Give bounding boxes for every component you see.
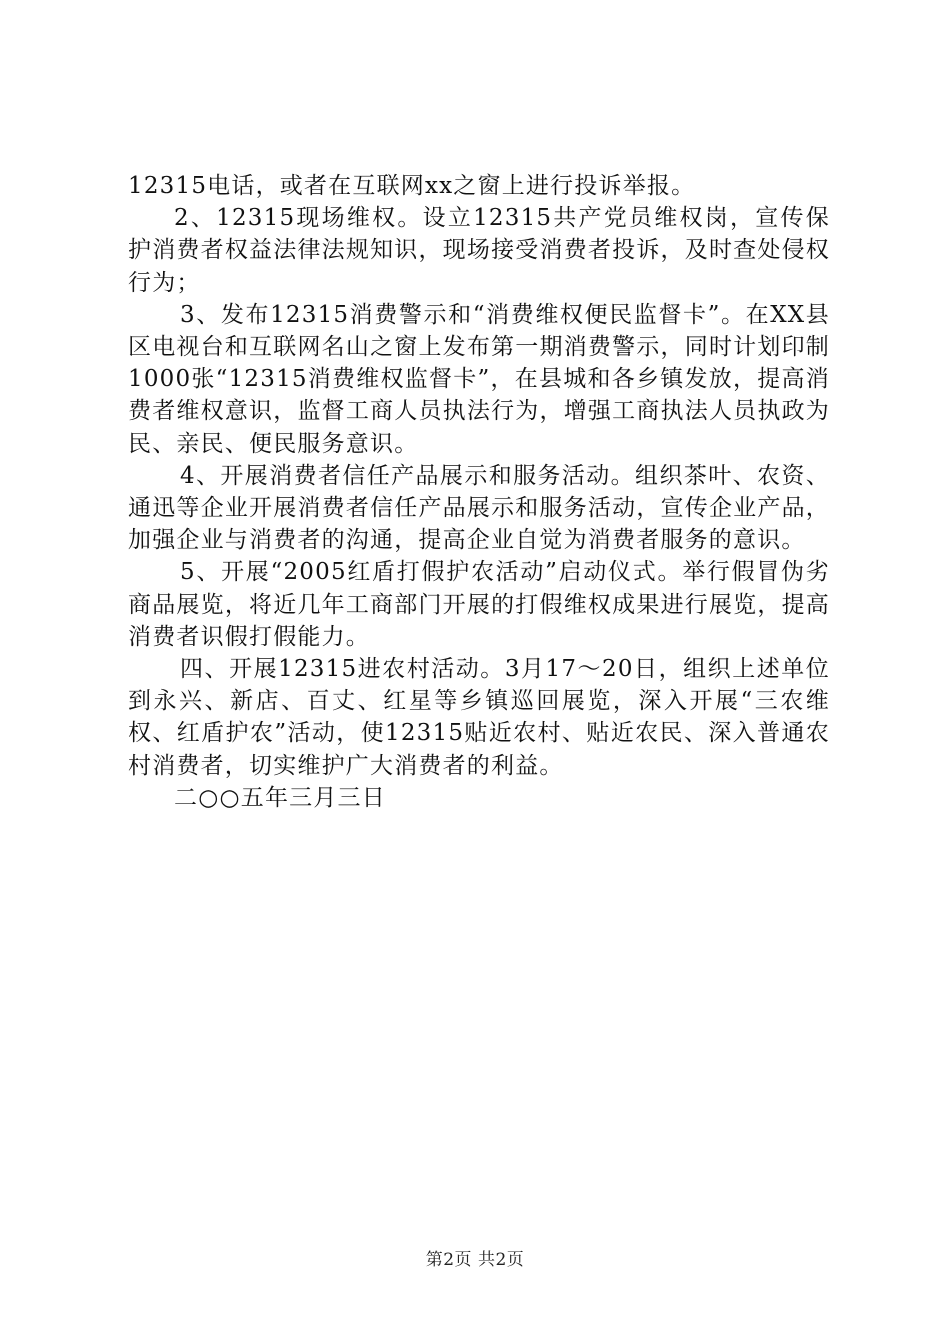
paragraph-item-2: 2、12315现场维权。设立12315共产党员维权岗，宣传保护消费者权益法律法规知识，现场接受消费者投诉，及时查处侵权行为； [128, 205, 830, 296]
paragraph-item-5: 5、开展“2005红盾打假护农活动”启动仪式。举行假冒伪劣商品展览，将近几年工商部门开展的打假维权成果进行展览，提高消费者识假打假能力。 [128, 559, 830, 650]
paragraph-item-4: 4、开展消费者信任产品展示和服务活动。组织茶叶、农资、通迅等企业开展消费者信任产品展示和服务活动，宣传企业产品，加强企业与消费者的沟通，提高企业自觉为消费者服务的意识。 [128, 462, 830, 554]
page-footer: 第2页 共2页 [425, 1250, 525, 1270]
paragraph-item-3: 3、发布12315消费警示和“消费维权便民监督卡”。在XX县区电视台和互联网名山之窗上发布第一期消费警示，同时计划印制1000张“12315消费维权监督卡”，在县城和各乡镇发放，提高消费者维权意识，监督工商人员执法行为，增强工商执法人员执政为民、亲民、便民服务意识。 [128, 301, 830, 457]
paragraph-section-4: 四、开展12315进农村活动。3月17～20日，组织上述单位到永兴、新店、百丈、红星等乡镇巡回展览，深入开展“三农维权、红盾护农”活动，使12315贴近农村、贴近农民、深入普通农村消费者，切实维护广大消费者的利益。 [128, 656, 830, 779]
paragraph-continuation: 12315电话，或者在互联网xx之窗上进行投诉举报。 [128, 173, 696, 199]
document-date: 二○○五年三月三日 [174, 784, 386, 811]
document-body [128, 170, 830, 814]
